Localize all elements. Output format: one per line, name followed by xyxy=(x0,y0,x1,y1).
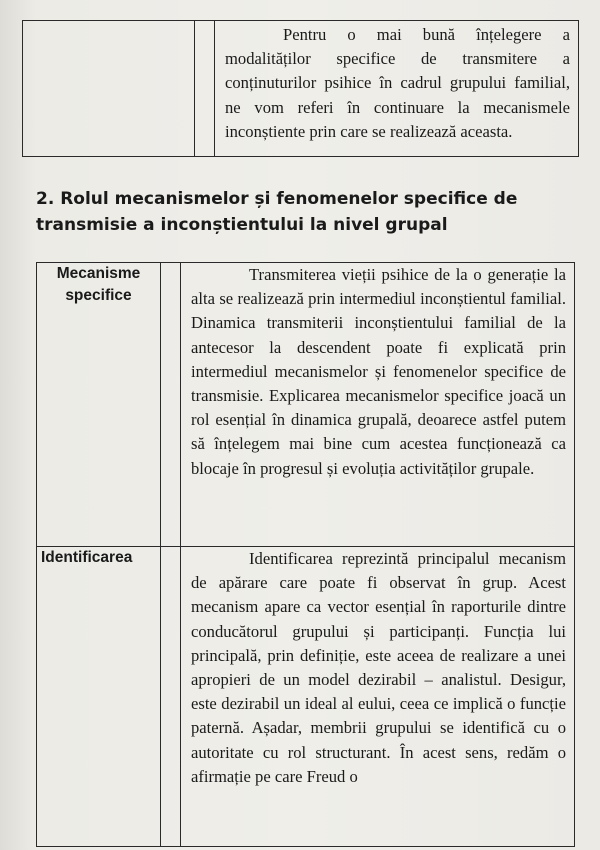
top-text-box xyxy=(22,20,579,157)
row-text-cell xyxy=(181,547,575,847)
row-spacer-cell xyxy=(161,547,181,847)
row-spacer-cell xyxy=(161,263,181,547)
table-row xyxy=(37,547,575,847)
row-label-identificarea: Identificarea xyxy=(37,547,161,847)
mechanisms-table xyxy=(36,262,575,847)
section-heading: 2. Rolul mecanismelor și fenomenelor specifice de transmisie a inconștientului la nivel grupal xyxy=(36,189,518,235)
top-box-paragraph: Pentru o mai bună înțelegere a modalităților specifice de transmitere a conținuturilor psihice în cadrul grupului familial, ne vom referi în continuare la mecanismele inconștiente prin care se realizează aceasta. xyxy=(225,25,570,141)
table-row xyxy=(37,263,575,547)
top-box-text-cell xyxy=(215,21,579,157)
mecanisme-paragraph: Transmiterea vieții psihice de la o generație la alta se realizează prin intermediul inconștientul familial. Dinamica transmiterii inconștientului familial de la antecesor la descendent poate fi explicată prin intermediul mecanismelor și fenomenelor specifice de transmisie. Explicarea mecanismelor specifice joacă un rol esențial în dinamica grupală, deoarece astfel putem să înțelegem mai bine cum acestea funcționează ca blocaje în progresul și evoluția activităților grupale. xyxy=(191,265,566,478)
top-box-spacer-cell xyxy=(195,21,215,157)
row-text-cell xyxy=(181,263,575,547)
identificarea-paragraph: Identificarea reprezintă principalul mecanism de apărare care poate fi observat în grup. Acest mecanism apare ca vector esențial în raporturile dintre conducătorul grupului și participanți. Funcția lui principală, prin definiție, este aceea de realizare a unei apropieri de un model dezirabil – analistul. Desigur, este dezirabil un ideal al eului, ceea ce implică o funcție paternă. Așadar, membrii grupului se identifică cu o autoritate cu rol structurant. În acest sens, redăm o afirmație pe care Freud o xyxy=(191,549,566,786)
top-box-left-cell xyxy=(23,21,195,157)
row-label-mecanisme-specifice: Mecanisme specifice xyxy=(37,263,161,547)
